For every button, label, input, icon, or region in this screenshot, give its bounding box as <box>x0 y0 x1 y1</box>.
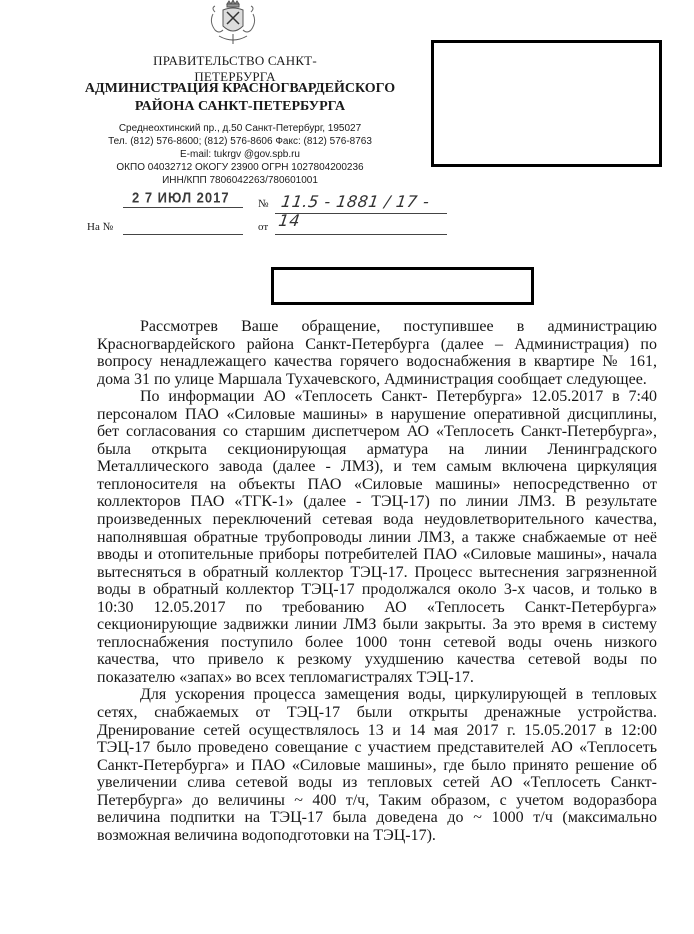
paragraph-intro: Рассмотрев Ваше обращение, поступившее в администрацию Красногвардейского района Санкт-Петербурга (далее – Администрация) по вопросу ненадлежащего качества горячего водоснабжения в квартире № 161, дома 31 по улице Маршала Тухачевского, Администрация сообщает следующее. <box>97 318 657 388</box>
paragraph-measures: Для ускорения процесса замещения воды, циркулирующей в тепловых сетях, снабжаемых от ТЭЦ-17 были открыты дренажные устройства. Дренирование сетей осуществлялось 13 и 14 мая 2017 г. 15.05.2017 в 12:00 ТЭЦ-17 было проведено совещание с участием представителей АО «Теплосеть Санкт-Петербурга» и ПАО «Силовые машины», где было принято решение об увеличении слива сетевой воды из тепловых сетей АО «Теплосеть Санкт-Петербурга» до величины ~ 400 т/ч, Таким образом, с учетом водоразбора величина подпитки на ТЭЦ-17 была доведена до ~ 1000 т/ч (максимально возможная величина водоподготовки на ТЭЦ-17). <box>97 686 657 844</box>
administration-name <box>78 80 402 116</box>
coat-of-arms-emblem <box>205 0 261 46</box>
handwritten-reg-number: 11.5 - 1881 / 17 - 14 <box>277 192 431 230</box>
number-symbol: № <box>258 198 269 210</box>
administration-name-line2: РАЙОНА САНКТ-ПЕТЕРБУРГА <box>134 99 346 114</box>
reference-number-label: На № <box>87 221 114 233</box>
number-underline <box>275 213 447 214</box>
reference-date-label: от <box>258 221 269 233</box>
paragraph-incident: По информации АО «Теплосеть Санкт- Петербурга» 12.05.2017 в 7:40 персоналом ПАО «Силовые машины» в нарушение оперативной дисциплины, бет согласования со старшим диспетчером АО «Теплосеть Санкт-Петербурга», была открыта секционирующая арматура на линии Ленинградского Металлического завода (далее - ЛМЗ), и тем самым включена циркуляция теплоносителя на объекты ПАО «Силовые машины» непосредственно от коллекторов ПАО «ТГК-1» (далее - ТЭЦ-17) по линии ЛМЗ. В результате произведенных переключений сетевая вода неудовлетворительного качества, наполнявшая обратные трубопроводы линии ЛМЗ, а также снабжаемые от неё вводы и отопительные приборы потребителей ПАО «Силовые машины», начала вытесняться в обратный коллектор ТЭЦ-17. Процесс вытеснения загрязненной воды в обратный коллектор ТЭЦ-17 продолжался около 3-х часов, и только в 10:30 12.05.2017 по требованию АО «Теплосеть Санкт-Петербурга» секционирующие задвижки линии ЛМЗ были закрыты. За это время в систему теплоснабжения поступило более 1000 тонн сетевой воды очень низкого качества, что привело к резкому ухудшению качества сетевой воды по показателю «запах» во всех тепломагистралях ТЭЦ-17. <box>97 388 657 686</box>
inn-line: ИНН/КПП 7806042263/780601001 <box>162 175 318 186</box>
date-underline <box>123 207 243 208</box>
administration-name-line1: АДМИНИСТРАЦИЯ КРАСНОГВАРДЕЙСКОГО <box>84 81 396 96</box>
date-stamp: 2 7 ИЮЛ 2017 <box>132 189 230 206</box>
government-name: ПРАВИТЕЛЬСТВО САНКТ-ПЕТЕРБУРГА <box>153 53 317 84</box>
okpo-line: ОКПО 04032712 ОКОГУ 23900 ОГРН 1027804200236 <box>116 162 364 173</box>
redacted-salutation-box <box>271 267 534 305</box>
phone-line: Тел. (812) 576-8600; (812) 576-8606 Факс: (812) 576-8763 <box>108 136 372 147</box>
reference-date-line <box>275 234 447 235</box>
letter-body <box>97 318 657 844</box>
redacted-addressee-box <box>431 40 662 167</box>
address-line: Среднеохтинский пр., д.50 Санкт-Петербург, 195027 <box>118 123 362 134</box>
reference-number-line <box>123 234 243 235</box>
email-line: E-mail: tukrgv @gov.spb.ru <box>179 149 300 160</box>
contact-block <box>70 122 410 187</box>
